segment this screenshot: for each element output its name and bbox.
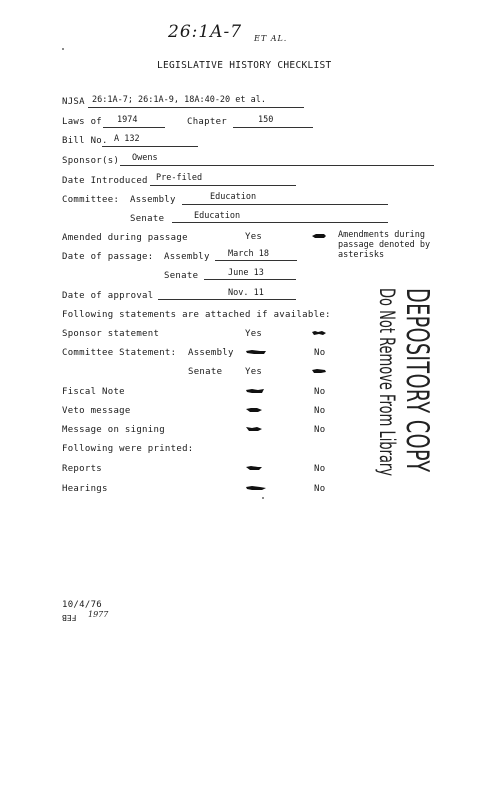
- redaction-mark: [246, 388, 264, 394]
- amendments-note: Amendments during passage denoted by asterisks: [338, 230, 431, 260]
- handwritten-reference: 26:1A-7: [168, 22, 243, 42]
- njsa-label: NJSA: [62, 97, 85, 107]
- date-of-approval-label: Date of approval: [62, 291, 154, 301]
- committee-statement-senate-label: Senate: [188, 367, 223, 377]
- njsa-value: 26:1A-7; 26:1A-9, 18A:40-20 et al.: [92, 95, 266, 105]
- committee-senate-value: Education: [194, 211, 241, 221]
- depository-stamp: [376, 288, 434, 591]
- laws-of-label: Laws of: [62, 117, 103, 127]
- stamp-line1: DEPOSITORY COPY: [399, 288, 435, 473]
- sponsors-value: Owens: [132, 153, 158, 163]
- committee-assembly-underline: [182, 204, 388, 205]
- date-introduced-value: Pre-filed: [156, 173, 203, 183]
- passage-assembly-underline: [215, 260, 297, 261]
- speck: [262, 497, 264, 499]
- hearings-label: Hearings: [62, 484, 108, 494]
- chapter-value: 150: [258, 115, 274, 125]
- message-on-signing-label: Message on signing: [62, 425, 165, 435]
- page-title: LEGISLATIVE HISTORY CHECKLIST: [157, 60, 332, 71]
- redaction-mark: [312, 330, 326, 336]
- redaction-mark: [312, 368, 326, 374]
- veto-message-no: No: [314, 406, 326, 416]
- committee-statement-assembly-no: No: [314, 348, 326, 358]
- passage-senate-value: June 13: [228, 268, 264, 278]
- sponsor-statement-label: Sponsor statement: [62, 329, 160, 339]
- redaction-mark: [246, 349, 266, 355]
- amended-label: Amended during passage: [62, 233, 188, 243]
- passage-assembly-label: Assembly: [164, 252, 210, 262]
- footer-stamp-text: FEB: [62, 613, 77, 622]
- passage-senate-label: Senate: [164, 271, 199, 281]
- redaction-mark: [246, 426, 262, 432]
- amended-yes: Yes: [245, 232, 263, 242]
- redaction-mark: [246, 465, 262, 471]
- passage-senate-underline: [204, 279, 296, 280]
- redaction-mark: [246, 407, 262, 413]
- footer-received-stamp: [62, 613, 76, 622]
- committee-statement-label: Committee Statement:: [62, 348, 177, 358]
- redaction-mark: [312, 233, 326, 239]
- date-introduced-label: Date Introduced: [62, 176, 148, 186]
- speck: [62, 48, 64, 50]
- printed-heading: Following were printed:: [62, 444, 194, 454]
- sponsors-label: Sponsor(s): [62, 156, 120, 166]
- date-of-passage-label: Date of passage:: [62, 252, 154, 262]
- committee-label: Committee:: [62, 195, 120, 205]
- committee-assembly-label: Assembly: [130, 195, 176, 205]
- laws-of-value: 1974: [117, 115, 138, 125]
- committee-assembly-value: Education: [210, 192, 257, 202]
- bill-no-value: A 132: [114, 134, 140, 144]
- bill-no-label: Bill No.: [62, 136, 108, 146]
- date-of-approval-value: Nov. 11: [228, 288, 264, 298]
- chapter-label: Chapter: [187, 117, 228, 127]
- hearings-no: No: [314, 484, 326, 494]
- committee-senate-underline: [172, 222, 388, 223]
- veto-message-label: Veto message: [62, 406, 131, 416]
- chapter-underline: [233, 127, 313, 128]
- laws-of-underline: [103, 127, 165, 128]
- sponsor-statement-yes: Yes: [245, 329, 263, 339]
- reports-no: No: [314, 464, 326, 474]
- date-introduced-underline: [150, 185, 296, 186]
- njsa-underline: [88, 107, 304, 108]
- fiscal-note-no: No: [314, 387, 326, 397]
- attached-heading: Following statements are attached if available:: [62, 310, 331, 320]
- committee-senate-label: Senate: [130, 214, 165, 224]
- committee-statement-assembly-label: Assembly: [188, 348, 234, 358]
- footer-year: 1977: [88, 610, 109, 619]
- message-on-signing-no: No: [314, 425, 326, 435]
- redaction-mark: [246, 485, 266, 491]
- sponsors-underline: [120, 165, 434, 166]
- stamp-line2: Do Not Remove From Library: [375, 288, 399, 476]
- committee-statement-senate-yes: Yes: [245, 367, 263, 377]
- date-of-approval-underline: [158, 299, 296, 300]
- reports-label: Reports: [62, 464, 103, 474]
- passage-assembly-value: March 18: [228, 249, 269, 259]
- footer-date: 10/4/76: [62, 600, 103, 610]
- handwritten-reference-suffix: ET AL.: [254, 34, 288, 43]
- bill-no-underline: [102, 146, 198, 147]
- fiscal-note-label: Fiscal Note: [62, 387, 125, 397]
